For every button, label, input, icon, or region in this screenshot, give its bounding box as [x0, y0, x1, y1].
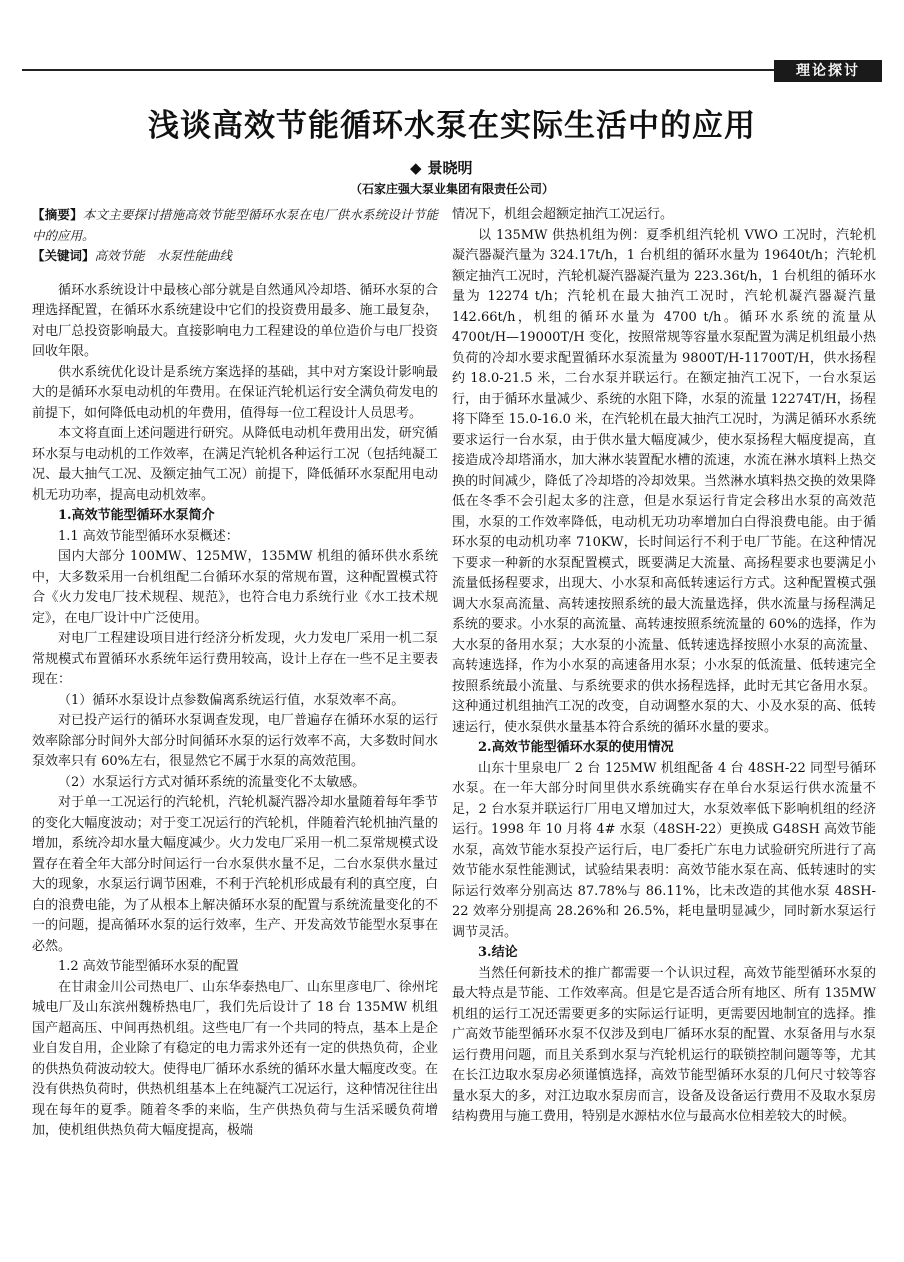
paragraph: 国内大部分 100MW、125MW，135MW 机组的循环供水系统中，大多数采用一台机组配二台循环水泵的常规布置，这种配置模式符合《火力发电厂技术规程、规范》，也符合电力系统行业《水工技术规定》，在电厂设计中广泛使用。: [32, 549, 438, 626]
header-rule: [22, 69, 774, 71]
section-tag: 理论探讨: [774, 60, 882, 82]
paragraph: 循环水系统设计中最核心部分就是自然通风冷却塔、循环水泵的合理选择配置，在循环水系统建设中它们的投资费用最多、施工最复杂，对电厂总投资影响最大。直接影响电力工程建设的单位造价与电厂投资回收年限。: [32, 282, 438, 359]
paragraph: 供水系统优化设计是系统方案选择的基础，其中对方案设计影响最大的是循环水泵电动机的年费用。在保证汽轮机运行安全满负荷发电的前提下，如何降低电动机的年费用，值得每一位工程设计人员思考。: [32, 364, 438, 421]
paragraph: 在甘肃金川公司热电厂、山东华泰热电厂、山东里彦电厂、徐州垞城电厂及山东滨州魏桥热电厂，我们先后设计了 18 台 135MW 机组国产超高压、中间再热机组。这些电厂有一个共同的特点，基本上是企业自发自用，企业除了有稳定的电力需求外还有一定的供热负荷，企业的供热负荷波动较大。使得电厂循环水系统的循环水量大幅度改变。在没有供热负荷时，供热机组基本上在纯凝汽工况运行，这种情况往往出现在每年的夏季。随着冬季的来临，生产供热负荷与生活采暖负荷增加，使机组供热负荷大幅度提高，极端: [32, 979, 438, 1138]
left-body: [32, 281, 438, 1142]
keywords-text: 高效节能 水泵性能曲线: [94, 248, 233, 263]
paragraph: 情况下，机组会超额定抽汽工况运行。: [452, 207, 674, 222]
section-heading: 3.结论: [478, 945, 518, 960]
paragraph: 对电厂工程建设项目进行经济分析发现，火力发电厂采用一机二泵常规模式布置循环水系统年运行费用较高，设计上存在一些不足主要表现在：: [32, 631, 438, 687]
section-heading: 1.高效节能型循环水泵简介: [58, 508, 215, 523]
keywords-label: 【关键词】: [32, 248, 95, 263]
spacer: [32, 267, 438, 281]
keywords: [32, 246, 438, 267]
author-line: [410, 157, 473, 178]
right-column: [452, 205, 876, 1128]
paragraph: 山东十里泉电厂 2 台 125MW 机组配备 4 台 48SH-22 同型号循环水泵。在一年大部分时间里供水系统确实存在单台水泵运行供水流量不足，2 台水泵并联运行厂用电又增加过大，水泵效率低下影响机组的经济运行。1998 年 10 月将 4# 水泵（48SH-22）更换成 G48SH 高效节能水泵，高效节能水泵投产运行后，电厂委托广东电力试验研究所进行了高效节能水泵性能测试，试验结果表明：高效节能水泵在高、低转速时的实际运行效率分别高达 87.78%与 86.11%，比未改造的其他水泵 48SH-22 效率分别提高 28.26%和 26.5%，耗电量明显减少，同时新水泵运行调节灵活。: [452, 760, 876, 940]
paragraph: （2）水泵运行方式对循环系统的流量变化不太敏感。: [58, 774, 366, 790]
paragraph: 1.1 高效节能型循环水泵概述：: [58, 528, 239, 544]
section-heading: 2.高效节能型循环水泵的使用情况: [478, 740, 674, 755]
paragraph: 对已投产运行的循环水泵调查发现，电厂普遍存在循环水泵的运行效率除部分时间外大部分时间循环水泵的运行效率不高，大多数时间水泵效率只有 60%左右，很显然它不属于水泵的高效范围。: [32, 713, 438, 769]
paragraph: 对于单一工况运行的汽轮机，汽轮机凝汽器冷却水量随着每年季节的变化大幅度波动；对于变工况运行的汽轮机，伴随着汽轮机抽汽量的增加，系统冷却水量大幅度减少。火力发电厂采用一机二泵常规模式设置存在着全年大部分时间运行一台水泵供水量不足，二台水泵供水量过大的现象，水泵运行调节困难，不利于汽轮机形成最有利的真空度，白白的浪费电能，为了从根本上解决循环水泵的配置与系统流量变化的不一的问题，提高循环水泵的运行效率，生产、开发高效节能型水泵事在必然。: [32, 795, 438, 954]
paragraph: 本文将直面上述问题进行研究。从降低电动机年费用出发，研究循环水泵与电动机的工作效率，在满足汽轮机各种运行工况（包括纯凝工况、最大抽气工况、及额定抽气工况）前提下，降低循环水泵配用电动机无功功率，提高电动机效率。: [32, 426, 438, 503]
article-title: 浅谈高效节能循环水泵在实际生活中的应用: [148, 108, 756, 144]
left-column: [32, 205, 438, 1142]
abstract-label: 【摘要】: [32, 207, 83, 222]
diamond-bullet-icon: ◆: [410, 159, 422, 177]
author-name: 景晓明: [427, 159, 473, 177]
abstract: [32, 205, 438, 246]
paragraph: 以 135MW 供热机组为例：夏季机组汽轮机 VWO 工况时，汽轮机凝汽器凝汽量为 324.17t/h，1 台机组的循环水量为 19640t/h；汽轮机额定抽汽工况时，汽轮机凝汽器凝汽量为 223.36t/h，1 台机组的循环水量为 12274 t/h；汽轮机在最大抽汽工况时，汽轮机凝汽器凝汽量 142.66t/h，机组的循环水量为 4700 t/h。循环水系统的流量从 4700t/H—19000T/H 变化，按照常规等容量水泵配置为满足机组最小热负荷的冷却水要求配置循环水泵流量为 9800T/H-11700T/H，供水扬程约 18.0-21.5 米，二台水泵并联运行。在额定抽汽工况下，一台水泵运行，由于循环水量减少、系统的水阻下降，水泵的流量 12274T/H，扬程将下降至 15.0-16.0 米，在汽轮机在最大抽汽工况时，为满足循环水系统要求运行一台水泵，由于供水量大幅度减少，使水泵扬程大幅度提高，直接造成冷却塔涌水，加大淋水装置配水槽的流速，水流在淋水填料上热交换的时间减少，降低了冷却塔的冷却效果。当然淋水填料热交换的效果降低在冬季不会引起太多的注意，但是水泵运行肯定会移出水泵的高效范围，水泵的工作效率降低，电动机无功功率增加白白得浪费电能。由于循环水泵的电动机功率 710KW，长时间运行不利于电厂节能。在这种情况下要求一种新的水泵配置模式，既要满足大流量、高扬程要求也要满足小流量低扬程要求，出现大、小水泵和高低转速运行方式。这种配置模式强调大水泵高流量、高转速按照系统的最大流量选择，供水流量与扬程满足系统的要求。小水泵的高流量、高转速按照系统流量的 60%的选择，作为大水泵的备用水泵；大水泵的小流量、低转速选择按照小水泵的高流量、高转速选择，作为小水泵的高速备用水泵；小水泵的低流量、低转速完全按照系统最小流量、与系统要求的供水扬程选择，此时无其它备用水泵。这种通过机组抽汽工况的改变，自动调整水泵的大、小及水泵的高、低转速运行，使水泵供水量基本符合系统的循环水量的要求。: [452, 227, 876, 735]
right-body: [452, 205, 876, 1128]
affiliation: （石家庄强大泵业集团有限责任公司）: [349, 182, 554, 196]
paragraph: 1.2 高效节能型循环水泵的配置: [58, 959, 239, 974]
abstract-text: 本文主要探讨措施高效节能型循环水泵在电厂供水系统设计节能中的应用。: [32, 207, 438, 243]
paragraph: 当然任何新技术的推广都需要一个认识过程，高效节能型循环水泵的最大特点是节能、工作效率高。但是它是否适合所有地区、所有 135MW 机组的运行工况还需要更多的实际运行证明，更需要因地制宜的选择。推广高效节能型循环水泵不仅涉及到电厂循环水泵的配置、水泵备用与水泵运行费用问题，而且关系到水泵与汽轮机运行的联锁控制问题等等，尤其在长江边取水泵房必须谨慎选择，高效节能型循环水泵的几何尺寸较等容量水泵大的多，对江边取水泵房而言，设备及设备运行费用不及取水泵房结构费用与施工费用，特别是水源枯水位与最高水位相差较大的时候。: [452, 965, 876, 1124]
paragraph: （1）循环水泵设计点参数偏离系统运行值，水泵效率不高。: [58, 692, 405, 708]
